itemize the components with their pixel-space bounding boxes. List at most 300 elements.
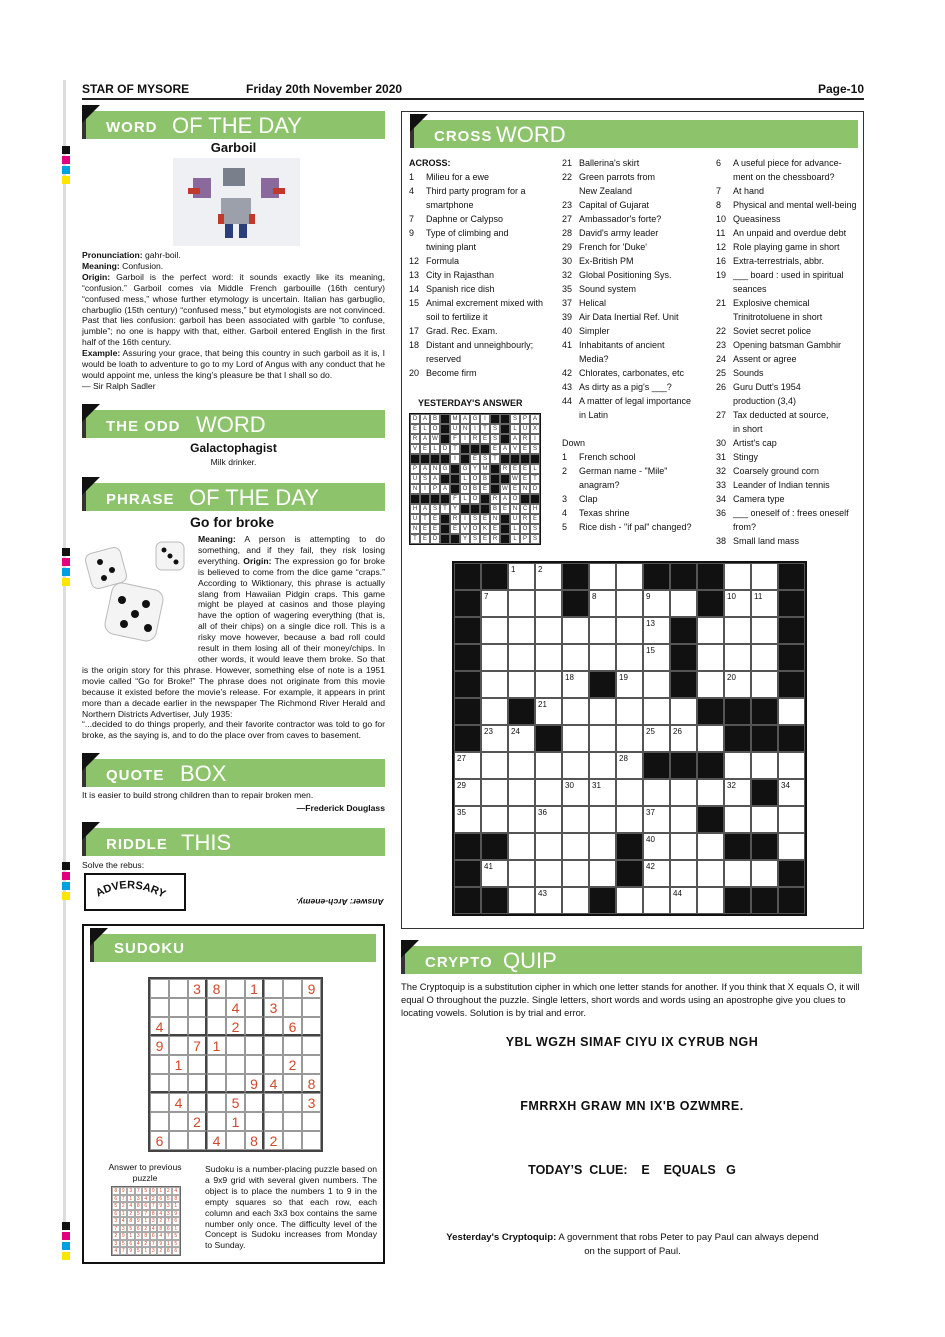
cell-number: 25 [646,727,655,736]
sudoku-cell[interactable]: 7 [188,1036,207,1055]
sudoku-cell[interactable] [302,1112,321,1131]
clue-row [716,520,861,534]
clue-text: Global Positioning Sys. [579,270,672,280]
crossword-cell[interactable] [751,644,778,671]
sudoku-cell[interactable]: 1 [226,1112,245,1131]
answer-cell: A [430,474,440,484]
crossword-cell[interactable] [589,563,616,590]
sudoku-cell[interactable]: 1 [245,979,264,998]
clue-number: 7 [716,186,722,196]
sudoku-cell[interactable]: 4 [264,1074,283,1093]
prev-sudoku-cell: 4 [150,1225,158,1233]
sudoku-cell[interactable] [150,998,169,1017]
black-square [454,644,481,671]
crossword-cell[interactable] [643,671,670,698]
black-square [670,671,697,698]
black-square [460,504,470,514]
crossword-cell[interactable] [697,887,724,914]
origin: The expression go for broke is believed to come from the dice game “craps.” According to Wiktionary, this phrase is actually slang from Hawaiian Pidgin craps. This game might be played at casinos and those playing have the option of wagering everything (that is, all of their chips) on a single dice roll. This is a risky move however, because a bad roll could result in them losing all of their money/chips. In other words, it would leave them broke. So that is the origin story for this phrase. However, something else of note is a 1951 movie called “Go for Broke!” The phrase does not originate from this movie because it existed before the movie’s release. For example, it appears in print more than a decade earlier in the newspaper The Richmond River Herald and Northern Districts Advertiser, July 1935: [82,555,385,719]
prev-sudoku-cell: 3 [127,1187,135,1195]
crossword-cell[interactable] [670,833,697,860]
clue-number: 28 [562,228,573,238]
crossword-cell[interactable] [508,779,535,806]
sudoku-cell[interactable]: 3 [264,998,283,1017]
crossword-cell[interactable] [643,860,670,887]
black-square [450,474,460,484]
sudoku-cell[interactable] [169,998,188,1017]
crossword-cell[interactable] [778,779,805,806]
answer-cell: Y [470,464,480,474]
answer-cell: B [480,474,490,484]
clue-number: 4 [562,508,568,518]
answer-cell: N [410,484,420,494]
crossword-cell[interactable] [751,590,778,617]
sudoku-cell[interactable]: 4 [150,1017,169,1036]
crossword-cell[interactable] [751,617,778,644]
sudoku-cell[interactable]: 3 [302,1093,321,1112]
crossword-cell[interactable] [535,698,562,725]
black-square [480,504,490,514]
clue-row [716,478,861,492]
quote-banner [82,759,385,787]
crossword-cell[interactable] [562,752,589,779]
crossword-cell[interactable] [454,752,481,779]
sudoku-cell[interactable] [283,1036,302,1055]
prev-sudoku-cell: 4 [157,1232,165,1240]
crossword-cell[interactable] [616,671,643,698]
crossword-cell[interactable] [670,887,697,914]
sudoku-cell[interactable] [264,1036,283,1055]
odd-term: Galactophagist [190,441,277,455]
crossword-cell[interactable] [724,671,751,698]
sudoku-cell[interactable]: 5 [226,1093,245,1112]
crossword-cell[interactable] [616,752,643,779]
crossword-banner [410,120,858,148]
crossword-cell[interactable] [751,860,778,887]
crossword-cell[interactable] [508,860,535,887]
sudoku-cell[interactable]: 2 [283,1055,302,1074]
prev-sudoku-cell: 6 [112,1195,120,1203]
sudoku-cell[interactable] [283,1112,302,1131]
answer-cell: E [480,534,490,544]
crossword-cell[interactable] [562,887,589,914]
sudoku-cell[interactable] [264,979,283,998]
crossword-cell[interactable] [481,752,508,779]
sudoku-cell[interactable] [302,998,321,1017]
crossword-cell[interactable] [535,644,562,671]
crossword-cell[interactable] [535,617,562,644]
sudoku-cell[interactable] [169,1074,188,1093]
sudoku-cell[interactable] [264,1055,283,1074]
crossword-cell[interactable] [562,779,589,806]
crossword-cell[interactable] [751,563,778,590]
crossword-cell[interactable] [643,806,670,833]
sudoku-cell[interactable] [150,1093,169,1112]
crossword-cell[interactable] [643,833,670,860]
prev-sudoku-cell: 6 [112,1210,120,1218]
clue-number: 21 [716,298,727,308]
sudoku-cell[interactable] [245,1093,264,1112]
crossword-cell[interactable] [724,779,751,806]
clue-row [562,254,712,268]
reg-mark [62,558,70,566]
clue-number: 23 [562,200,573,210]
crossword-cell[interactable] [616,698,643,725]
crossword-cell[interactable] [724,860,751,887]
sudoku-cell[interactable] [226,979,245,998]
crossword-cell[interactable] [643,698,670,725]
crossword-cell[interactable] [481,617,508,644]
answer-cell: R [450,514,460,524]
crossword-cell[interactable] [643,887,670,914]
black-square [490,474,500,484]
sudoku-cell[interactable]: 4 [226,998,245,1017]
crossword-cell[interactable] [454,779,481,806]
sudoku-cell[interactable] [283,1131,302,1150]
crossword-cell[interactable] [481,725,508,752]
sudoku-cell[interactable] [283,979,302,998]
crossword-cell[interactable] [535,779,562,806]
sudoku-cell[interactable] [283,1093,302,1112]
sudoku-cell[interactable] [150,1074,169,1093]
clue-row [562,310,712,324]
prev-sudoku-cell: 5 [142,1187,150,1195]
clue-number: 3 [562,494,568,504]
crossword-cell[interactable] [508,563,535,590]
black-square [589,887,616,914]
banner-label: QUOTE [106,767,165,784]
crossword-cell[interactable] [589,725,616,752]
crossword-cell[interactable] [697,860,724,887]
sudoku-cell[interactable] [264,1017,283,1036]
answer-cell: S [470,534,480,544]
answer-cell: M [480,464,490,474]
sudoku-cell[interactable]: 2 [264,1131,283,1150]
sudoku-cell[interactable] [245,1017,264,1036]
clue-text: Artist's cap [733,438,777,448]
banner-title: WORD [196,412,266,437]
sudoku-cell[interactable] [245,1055,264,1074]
answer-cell: F [450,494,460,504]
crossword-cell[interactable] [643,617,670,644]
cell-number: 7 [484,592,489,601]
sudoku-cell[interactable] [188,1131,207,1150]
crossword-cell[interactable] [562,860,589,887]
reg-mark [62,166,70,174]
answer-cell: E [430,514,440,524]
sudoku-cell[interactable]: 8 [302,1074,321,1093]
sudoku-cell[interactable] [302,1131,321,1150]
clue-number: 17 [409,326,420,336]
sudoku-cell[interactable] [188,1055,207,1074]
crossword-cell[interactable] [697,617,724,644]
crossword-cell[interactable] [535,806,562,833]
sudoku-cell[interactable] [264,1093,283,1112]
crossword-cell[interactable] [670,779,697,806]
crossword-cell[interactable] [481,806,508,833]
answer-cell: I [530,434,540,444]
sudoku-cell[interactable] [150,979,169,998]
crossword-cell[interactable] [562,698,589,725]
sudoku-cell[interactable] [226,1036,245,1055]
sudoku-cell[interactable]: 8 [207,979,226,998]
crossword-cell[interactable] [643,644,670,671]
sudoku-cell[interactable] [207,1074,226,1093]
sudoku-cell[interactable] [207,998,226,1017]
cell-number: 20 [727,673,736,682]
crossword-cell[interactable] [778,806,805,833]
crossword-cell[interactable] [778,752,805,779]
clue-row [562,156,712,170]
sudoku-cell[interactable] [150,1055,169,1074]
clues-col3 [716,156,861,548]
crossword-cell[interactable] [508,617,535,644]
sudoku-cell[interactable] [226,1055,245,1074]
crossword-cell[interactable] [508,644,535,671]
clue-row [716,506,861,520]
crossword-cell[interactable] [778,833,805,860]
crossword-cell[interactable] [562,725,589,752]
sudoku-cell[interactable]: 8 [245,1131,264,1150]
answer-cell: E [510,484,520,494]
black-square [450,484,460,494]
clue-number: 33 [716,480,727,490]
crossword-cell[interactable] [589,779,616,806]
crossword-cell[interactable] [508,806,535,833]
sudoku-cell[interactable] [302,1055,321,1074]
black-square [778,590,805,617]
black-square [454,671,481,698]
crossword-cell[interactable] [562,833,589,860]
sudoku-cell[interactable]: 2 [188,1112,207,1131]
clue-text: ___ board : used in spiritual [733,270,844,280]
prev-sudoku-cell: 6 [135,1225,143,1233]
clue-text: Ballerina's skirt [579,158,640,168]
sudoku-cell[interactable] [226,1131,245,1150]
sudoku-cell[interactable]: 6 [283,1017,302,1036]
crossword-cell[interactable] [697,725,724,752]
crossword-cell[interactable] [670,725,697,752]
crossword-cell[interactable] [697,671,724,698]
answer-cell: E [490,524,500,534]
crossword-cell[interactable] [643,725,670,752]
sudoku-cell[interactable]: 6 [150,1131,169,1150]
sudoku-cell[interactable] [188,998,207,1017]
sudoku-cell[interactable] [188,1093,207,1112]
crossword-cell[interactable] [751,752,778,779]
crossword-cell[interactable] [616,590,643,617]
crossword-cell[interactable] [535,752,562,779]
crossword-cell[interactable] [697,644,724,671]
crossword-cell[interactable] [616,806,643,833]
crossword-cell[interactable] [778,698,805,725]
crossword-cell[interactable] [724,806,751,833]
crossword-cell[interactable] [481,698,508,725]
crossword-cell[interactable] [589,860,616,887]
clue-number: 2 [562,466,568,476]
answer-cell: N [510,504,520,514]
crossword-cell[interactable] [481,590,508,617]
answer-cell: L [460,494,470,504]
sudoku-cell[interactable] [207,1017,226,1036]
crossword-cell[interactable] [670,590,697,617]
sudoku-cell[interactable] [207,1055,226,1074]
sudoku-cell[interactable] [169,1131,188,1150]
prev-sudoku-cell: 4 [142,1195,150,1203]
crossword-cell[interactable] [670,698,697,725]
crossword-cell[interactable] [589,698,616,725]
prev-sudoku-cell: 1 [172,1225,180,1233]
crossword-cell[interactable] [724,644,751,671]
crossword-cell[interactable] [724,590,751,617]
example-source: — Sir Ralph Sadler [82,380,156,391]
crossword-cell[interactable] [535,833,562,860]
crossword-cell[interactable] [724,752,751,779]
sudoku-cell[interactable] [207,1093,226,1112]
sudoku-cell[interactable]: 9 [245,1074,264,1093]
crossword-cell[interactable] [616,644,643,671]
sudoku-cell[interactable]: 9 [302,979,321,998]
crossword-cell[interactable] [508,833,535,860]
cell-number: 44 [673,889,682,898]
black-square [751,725,778,752]
prev-sudoku-cell: 5 [172,1240,180,1248]
sudoku-cell[interactable] [245,1112,264,1131]
crossword-cell[interactable] [616,617,643,644]
clue-row [562,352,712,366]
prev-sudoku-cell: 5 [172,1232,180,1240]
cell-number: 32 [727,781,736,790]
crossword-cell[interactable] [751,671,778,698]
crossword-cell[interactable] [589,590,616,617]
answer-cell: E [450,524,460,534]
crossword-cell[interactable] [481,644,508,671]
sudoku-grid[interactable] [148,977,323,1152]
sudoku-cell[interactable] [188,1017,207,1036]
clue-number: 36 [716,508,727,518]
sudoku-cell[interactable]: 1 [169,1055,188,1074]
sudoku-cell[interactable] [169,1017,188,1036]
sudoku-cell[interactable] [245,998,264,1017]
crossword-cell[interactable] [670,806,697,833]
crossword-cell[interactable] [562,644,589,671]
sudoku-cell[interactable] [302,1017,321,1036]
crossword-cell[interactable] [670,860,697,887]
crossword-cell[interactable] [535,590,562,617]
crossword-cell[interactable] [616,725,643,752]
crossword-cell[interactable] [616,779,643,806]
sudoku-cell[interactable]: 2 [226,1017,245,1036]
black-square [778,617,805,644]
crossword-cell[interactable] [643,590,670,617]
crossword-cell[interactable] [508,752,535,779]
sudoku-cell[interactable] [226,1074,245,1093]
answer-cell: P [410,464,420,474]
black-square [440,414,450,424]
page-number: Page-10 [817,82,864,96]
clue-row [716,534,861,548]
crossword-cell[interactable] [562,617,589,644]
clue-number: 30 [716,438,727,448]
sudoku-cell[interactable]: 4 [207,1131,226,1150]
crossword-cell[interactable] [589,617,616,644]
crossword-cell[interactable] [562,806,589,833]
black-square [481,833,508,860]
sudoku-cell[interactable] [302,1036,321,1055]
crossword-grid[interactable] [452,561,807,916]
crossword-cell[interactable] [589,833,616,860]
crossword-cell[interactable] [697,833,724,860]
sudoku-cell[interactable] [188,1074,207,1093]
answer-cell: R [520,514,530,524]
crossword-cell[interactable] [616,887,643,914]
sudoku-cell[interactable]: 1 [207,1036,226,1055]
crossword-cell[interactable] [616,563,643,590]
crossword-cell[interactable] [508,590,535,617]
crossword-cell[interactable] [535,887,562,914]
sudoku-cell[interactable] [169,979,188,998]
crossword-cell[interactable] [481,779,508,806]
sudoku-cell[interactable] [264,1112,283,1131]
sudoku-cell[interactable] [150,1112,169,1131]
sudoku-cell[interactable] [283,998,302,1017]
sudoku-cell[interactable] [245,1036,264,1055]
answer-cell: S [490,434,500,444]
clue-number: 12 [716,242,727,252]
crossword-cell[interactable] [697,779,724,806]
crossword-cell[interactable] [481,671,508,698]
crossword-cell[interactable] [643,779,670,806]
crossword-cell[interactable] [589,752,616,779]
sudoku-cell[interactable]: 3 [188,979,207,998]
sudoku-cell[interactable] [169,1036,188,1055]
clue-row [409,254,559,268]
clue-text: Daphne or Calypso [426,214,504,224]
crossword-cell[interactable] [724,617,751,644]
clue-text: Animal excrement mixed with [426,298,544,308]
crossword-cell[interactable] [481,860,508,887]
black-square [778,725,805,752]
sudoku-cell[interactable] [207,1112,226,1131]
crossword-cell[interactable] [562,671,589,698]
black-square [440,524,450,534]
crossword-cell[interactable] [535,860,562,887]
answer-cell: B [490,504,500,514]
crossword-cell[interactable] [454,806,481,833]
crossword-cell[interactable] [508,671,535,698]
crossword-cell[interactable] [751,806,778,833]
prev-sudoku-cell: 3 [165,1210,173,1218]
answer-cell: A [510,434,520,444]
answer-cell: Y [460,534,470,544]
sudoku-cell[interactable]: 4 [169,1093,188,1112]
clue-text: Chlorates, carbonates, etc [579,368,685,378]
black-square [724,833,751,860]
banner-label: WORD [106,119,158,136]
crossword-cell[interactable] [508,725,535,752]
crossword-cell[interactable] [535,671,562,698]
sudoku-cell[interactable] [283,1074,302,1093]
sudoku-cell[interactable] [169,1112,188,1131]
sudoku-cell[interactable]: 9 [150,1036,169,1055]
crossword-cell[interactable] [589,806,616,833]
crossword-cell[interactable] [589,644,616,671]
crossword-cell[interactable] [535,563,562,590]
clue-text: twining plant [426,242,477,252]
crossword-cell[interactable] [508,887,535,914]
crossword-cell[interactable] [724,563,751,590]
clue-text: Leander of Indian tennis [733,480,830,490]
